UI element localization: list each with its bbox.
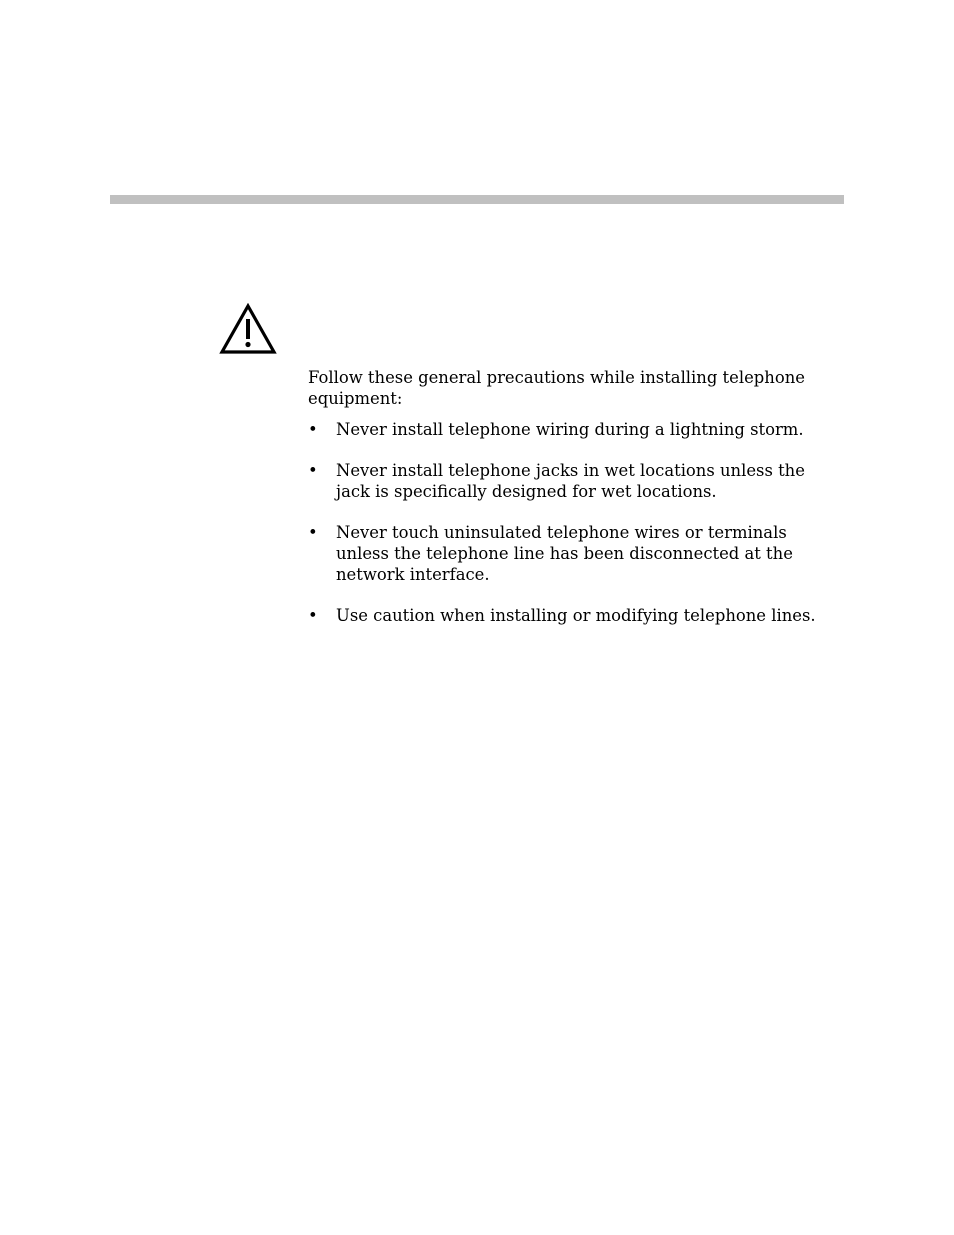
list-item-text: Never install telephone wiring during a lightning storm. (336, 420, 804, 439)
header-rule (110, 195, 844, 204)
list-item (308, 605, 838, 626)
bullet-icon: • (308, 523, 318, 542)
list-item (308, 460, 838, 502)
bullet-icon: • (308, 461, 318, 480)
list-item (308, 522, 838, 585)
warning-triangle-icon (219, 303, 277, 355)
bullet-icon: • (308, 606, 318, 625)
list-item-text: Use caution when installing or modifying telephone lines. (336, 606, 816, 625)
list-item-text: Never touch uninsulated telephone wires or terminals unless the telephone line has been disconnected at the network interface. (336, 523, 793, 584)
precautions-list (308, 419, 838, 626)
precautions-section (308, 367, 838, 646)
bullet-icon: • (308, 420, 318, 439)
list-item-text: Never install telephone jacks in wet locations unless the jack is specifically designed for wet locations. (336, 461, 805, 501)
list-item (308, 419, 838, 440)
intro-paragraph: Follow these general precautions while installing telephone equipment: (308, 368, 805, 408)
